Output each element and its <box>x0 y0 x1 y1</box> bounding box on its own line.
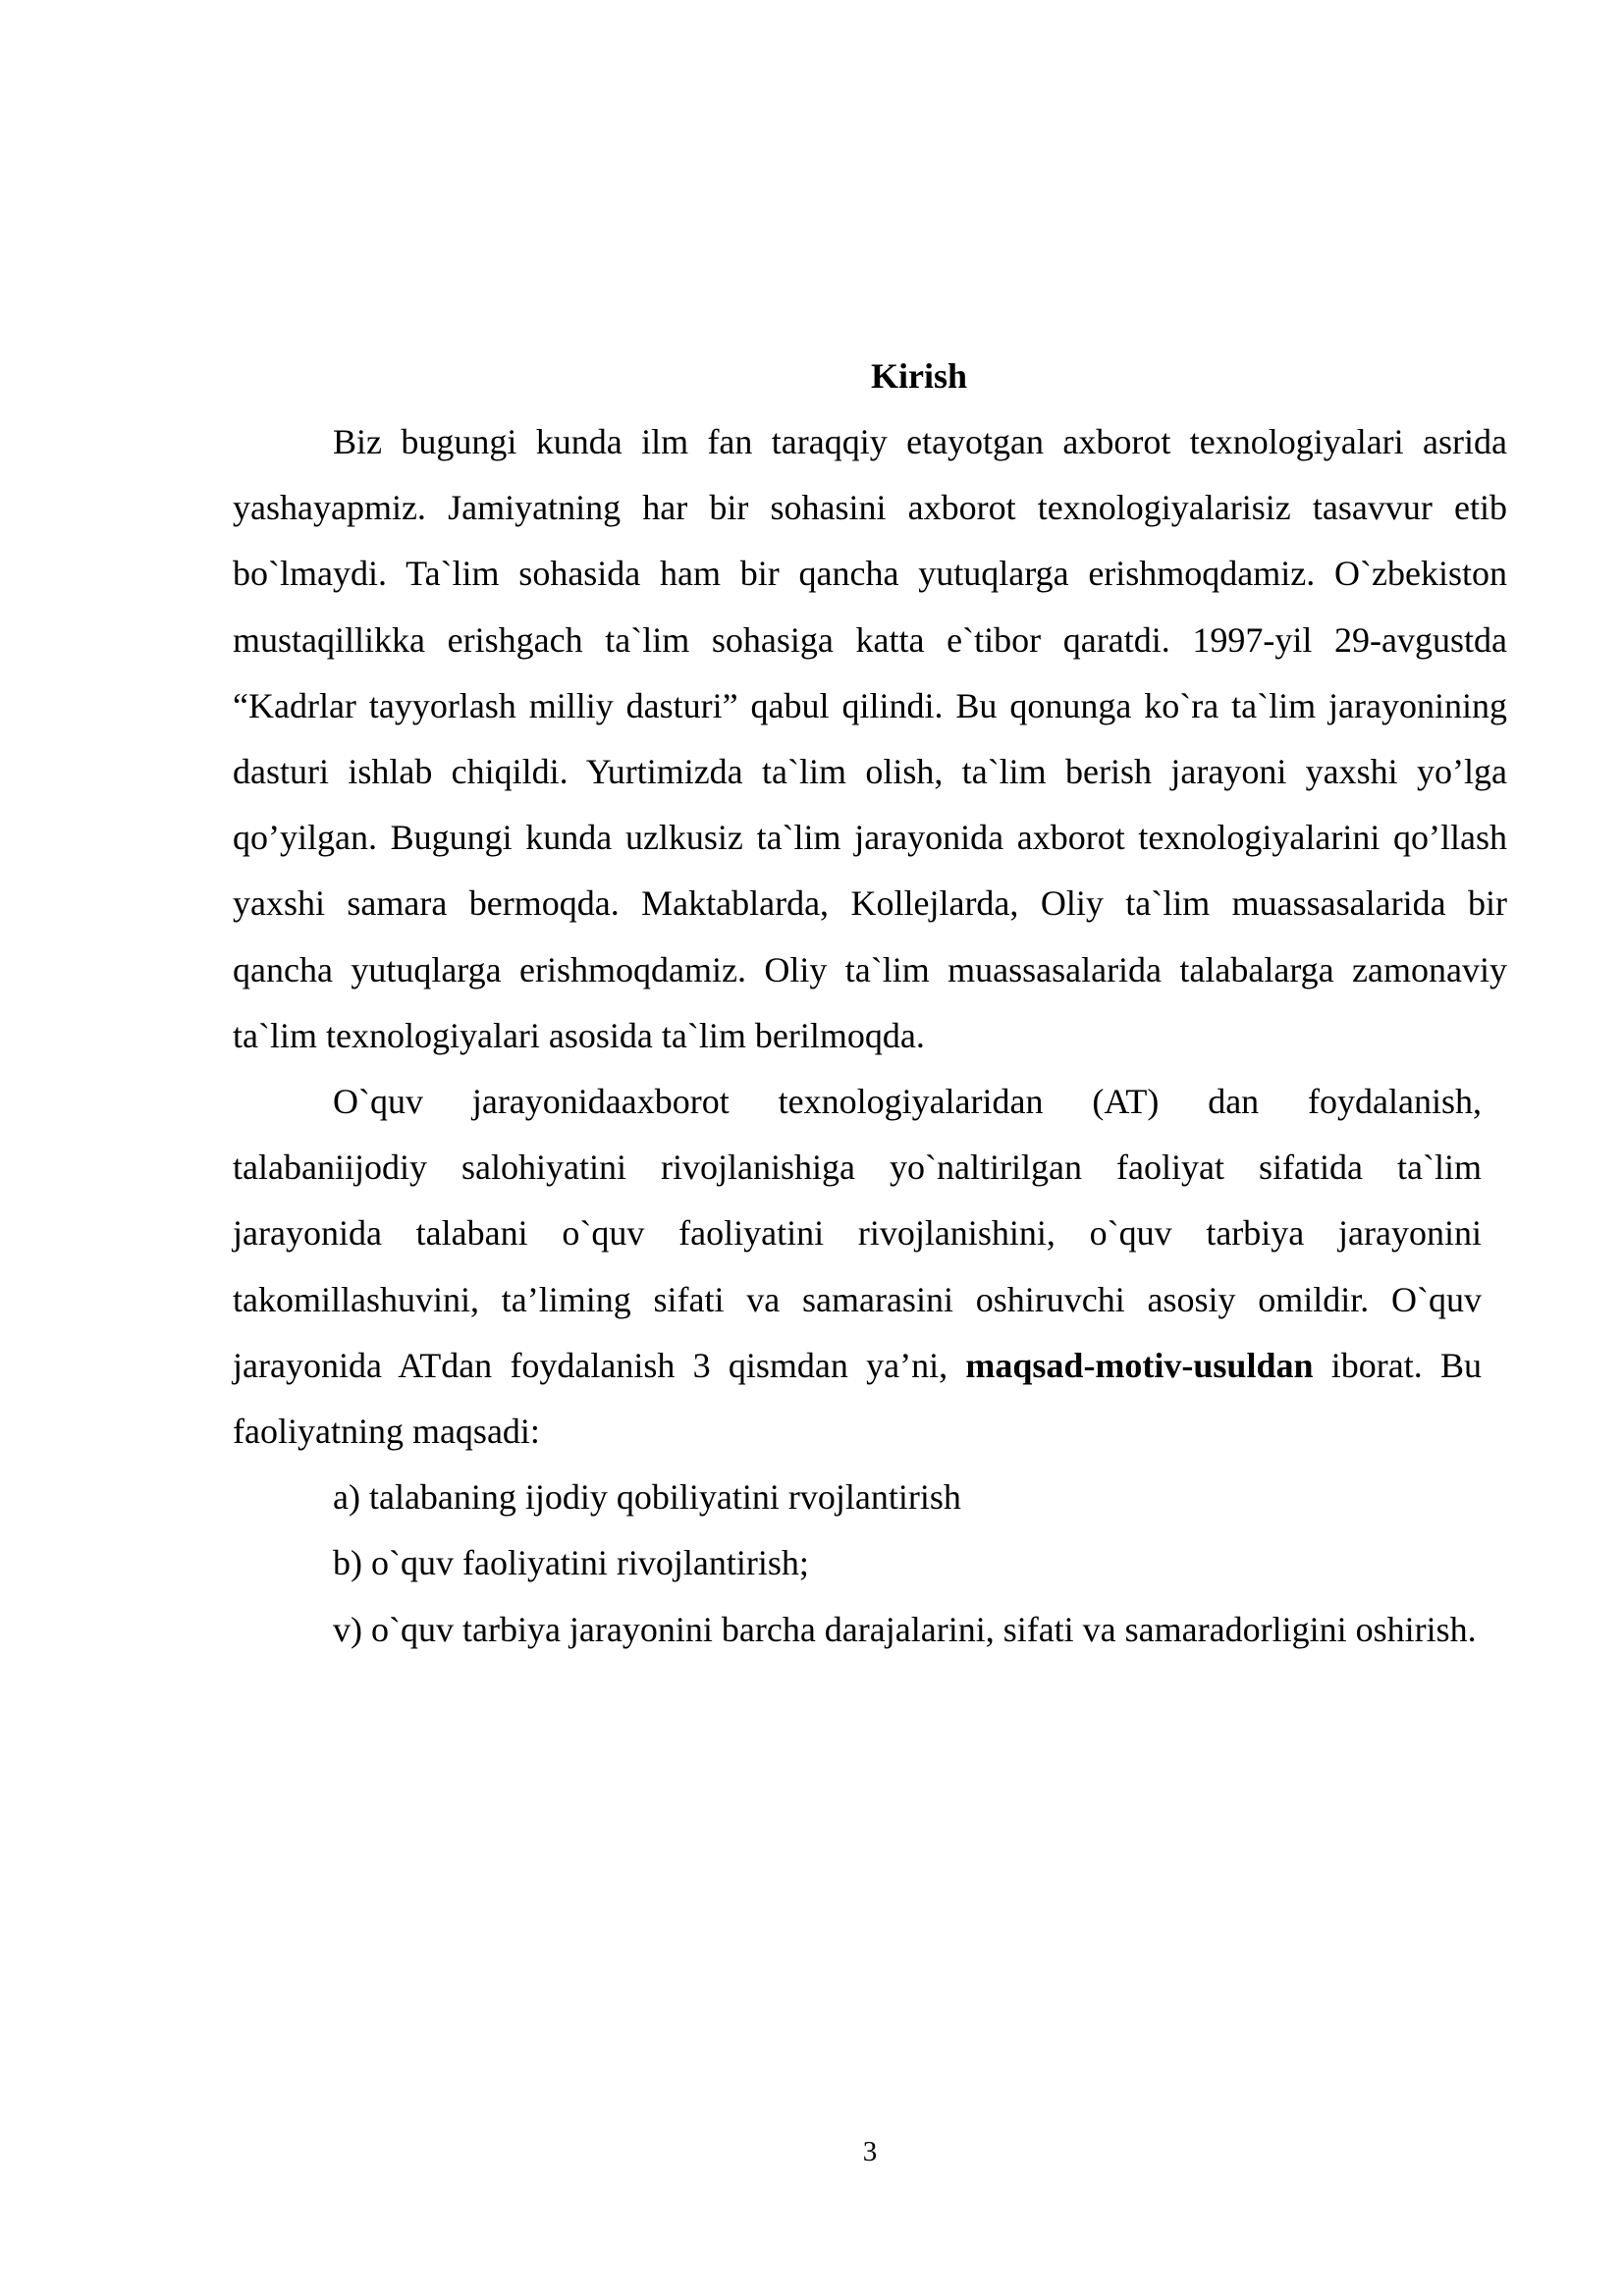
list-item-v: v) o`quv tarbiya jarayonini barcha darajalarini, sifati va samaradorligini oshirish. <box>333 1609 1477 1649</box>
paragraph-methods-emphasis: maqsad-motiv-usuldan <box>965 1345 1314 1385</box>
paragraph-methods <box>233 1069 1482 1465</box>
page-content <box>233 344 1507 1663</box>
list-item-b: b) o`quv faoliyatini rivojlantirish; <box>333 1543 809 1583</box>
paragraph-methods-text-end: iborat. Bu faoliyatning maqsadi: <box>233 1345 1483 1452</box>
list-item-a: a) talabaning ijodiy qobiliyatini rvojlantirish <box>333 1477 961 1518</box>
section-title: Kirish <box>870 356 967 396</box>
paragraph-intro: Biz bugungi kunda ilm fan taraqqiy etayotgan axborot texnologiyalari asrida yashayapmiz. Jamiyatning har bir sohasini axborot texnologiyalarisiz tasavvur etib bo`lmaydi. Ta`lim sohasida ham bir qancha yutuqlarga erishmoqdamiz. O`zbekiston mustaqillikka erishgach ta`lim sohasiga katta e`tibor qaratdi. 1997-yil 29-avgustda “Kadrlar tayyorlash milliy dasturi” qabul qilindi. Bu qonunga ko`ra ta`lim jarayonining dasturi ishlab chiqildi. Yurtimizda ta`lim olish, ta`lim berish jarayoni yaxshi yo’lga qo’yilgan. Bugungi kunda uzlkusiz ta`lim jarayonida axborot texnologiyalarini qo’llash yaxshi samara bermoqda. Maktablarda, Kollejlarda, Oliy ta`lim muassasalarida bir qancha yutuqlarga erishmoqdamiz. Oliy ta`lim muassasalarida talabalarga zamonaviy ta`lim texnologiyalari asosida ta`lim berilmoqda. <box>233 422 1507 1055</box>
page-number: 3 <box>862 2136 878 2167</box>
paragraph-methods-text-start: O`quv jarayonidaaxborot texnologiyalaridan (AT) dan foydalanish, talabaniijodiy salohiyatini rivojlanishiga yo`naltirilgan faoliyat sifatida ta`lim jarayonida talabani o`quv faoliyatini rivojlanishini, o`quv tarbiya jarayonini takomillashuvini, ta’liming sifati va samarasini oshiruvchi asosiy omildir. O`quv jarayonida ATdan foydalanish 3 qismdan ya’ni, <box>233 1082 1482 1385</box>
